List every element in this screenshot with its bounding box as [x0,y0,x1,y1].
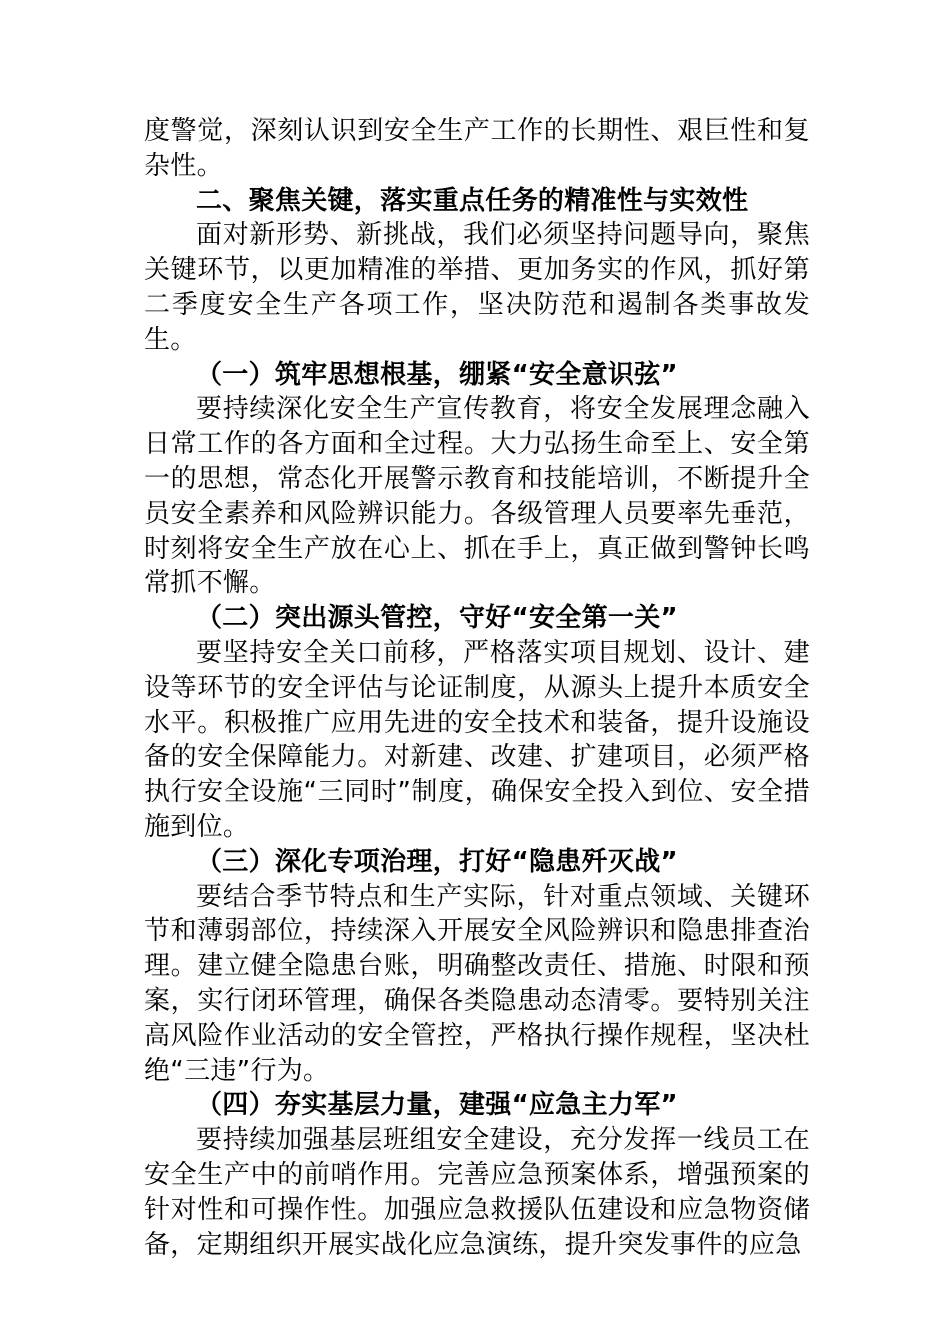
paragraph-1: 要持续深化安全生产宣传教育，将安全发展理念融入日常工作的各方面和全过程。大力弘扬生命至上、安全第一的思想，常态化开展警示教育和技能培训，不断提升全员安全素养和风险辨识能力。各级管理人员要率先垂范，时刻将安全生产放在心上、抓在手上，真正做到警钟长鸣常抓不懈。 [144,394,810,599]
paragraph-4: 要持续加强基层班组安全建设，充分发挥一线员工在安全生产中的前哨作用。完善应急预案体系，增强预案的针对性和可操作性。加强应急救援队伍建设和应急物资储备，定期组织开展实战化应急演练，提升突发事件的应急 [144,1125,810,1260]
subheading-4: （四）夯实基层力量，建强“应急主力军” [196,1090,678,1121]
paragraph-2: 要坚持安全关口前移，严格落实项目规划、设计、建设等环节的安全评估与论证制度，从源头上提升本质安全水平。积极推广应用先进的安全技术和装备，提升设施设备的安全保障能力。对新建、改建、扩建项目，必须严格执行安全设施“三同时”制度，确保安全投入到位、安全措施到位。 [144,637,810,842]
paragraph-continuation: 度警觉，深刻认识到安全生产工作的长期性、艰巨性和复杂性。 [144,116,810,181]
document-page [144,114,810,1262]
section-heading-2: 二、聚焦关键，落实重点任务的精准性与实效性 [196,185,749,216]
subheading-1: （一）筑牢思想根基，绷紧“安全意识弦” [196,359,678,390]
paragraph-intro: 面对新形势、新挑战，我们必须坚持问题导向，聚焦关键环节，以更加精准的举措、更加务实的作风，抓好第二季度安全生产各项工作，坚决防范和遏制各类事故发生。 [144,220,810,355]
paragraph-3: 要结合季节特点和生产实际，针对重点领域、关键环节和薄弱部位，持续深入开展安全风险辨识和隐患排查治理。建立健全隐患台账，明确整改责任、措施、时限和预案，实行闭环管理，确保各类隐患动态清零。要特别关注高风险作业活动的安全管控，严格执行操作规程，坚决杜绝“三违”行为。 [144,881,810,1086]
subheading-2: （二）突出源头管控，守好“安全第一关” [196,603,678,634]
subheading-3: （三）深化专项治理，打好“隐患歼灭战” [196,846,678,877]
